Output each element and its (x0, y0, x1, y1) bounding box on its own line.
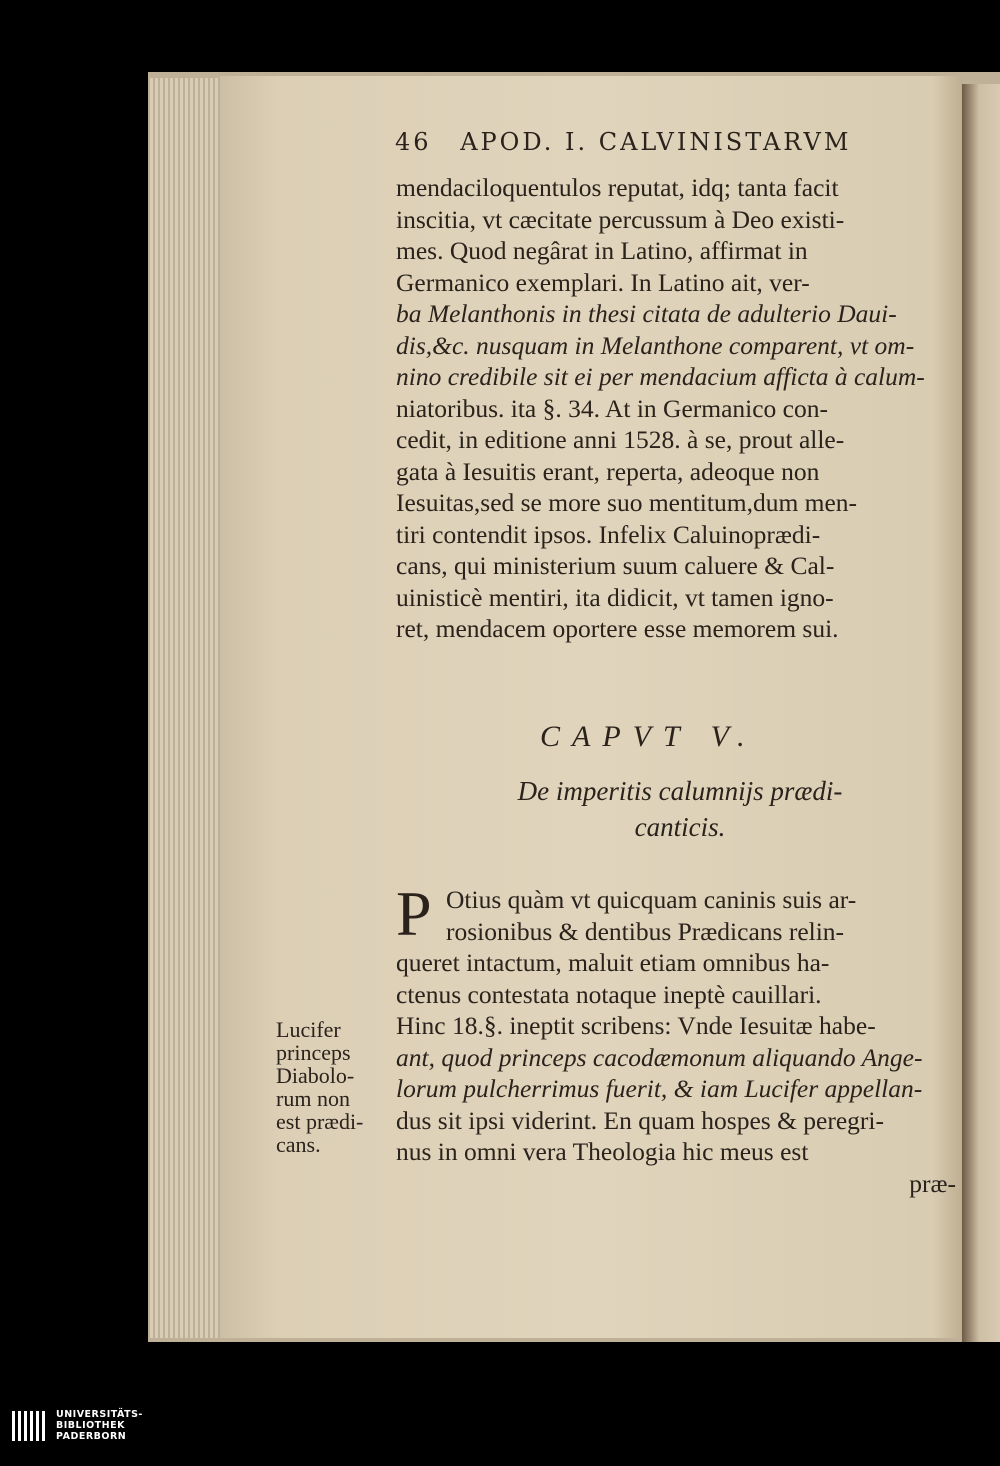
text-line: niatoribus. ita §. 34. At in Germanico con- (396, 393, 828, 423)
text-line: ctenus contestata notaque ineptè cauillari. (396, 979, 822, 1009)
chapter-subtitle-line-2: canticis. (634, 812, 726, 842)
marginal-note-line: cans. (276, 1132, 321, 1157)
marginal-note-line: rum non (276, 1086, 350, 1111)
running-header (395, 128, 955, 168)
marginal-note-line: Diabolo- (276, 1063, 355, 1088)
text-line: ret, mendacem oportere esse memorem sui. (396, 614, 839, 643)
text-line: Germanico exemplari. In Latino ait, ver- (396, 267, 810, 297)
text-line: gata à Iesuitis erant, reperta, adeoque non (396, 456, 820, 486)
drop-cap: P (396, 878, 432, 949)
section-text (396, 878, 956, 1168)
text-line: Otius quàm vt quicquam caninis suis ar- (446, 885, 857, 914)
text-line: cedit, in editione anni 1528. à se, prout alle- (396, 425, 845, 454)
text-line: mes. Quod negârat in Latino, affirmat in (396, 236, 808, 265)
text-line: dus sit ipsi viderint. En quam hospes & peregri- (396, 1105, 884, 1135)
marginal-note-line: princeps (276, 1040, 351, 1065)
chapter-subtitle-line-1: De imperitis calumnijs prædi- (517, 776, 843, 806)
text-line: rosionibus & dentibus Prædicans relin- (446, 916, 845, 946)
text-line: Hinc 18.§. ineptit scribens: Vnde Iesuitæ habe- (396, 1011, 876, 1040)
marginal-note-line: est prædi- (276, 1109, 364, 1134)
body-text (396, 172, 956, 645)
page-number: 46 (395, 128, 432, 156)
text-line: inscitia, vt cæcitate percussum à Deo existi- (396, 204, 845, 234)
library-logo (0, 1405, 200, 1465)
text-line: tiri contendit ipsos. Infelix Caluinoprædi- (396, 519, 821, 549)
text-line: lorum pulcherrimus fuerit, & iam Lucifer appellan- (396, 1074, 923, 1103)
text-line: mendaciloquentulos reputat, idq; tanta facit (396, 173, 839, 202)
logo-line: BIBLIOTHEK (56, 1420, 125, 1431)
logo-line: PADERBORN (56, 1431, 127, 1442)
running-title: APOD. I. CALVINISTARVM (460, 128, 852, 156)
marginal-note (276, 1018, 386, 1156)
text-line: uinisticè mentiri, ita didicit, vt tamen igno- (396, 582, 834, 612)
facing-page-edge (962, 84, 1000, 1342)
text-line: queret intactum, maluit etiam omnibus ha- (396, 948, 830, 977)
chapter-heading: CAPVT V. (540, 720, 757, 753)
text-line: Iesuitas,sed se more suo mentitum,dum men- (396, 488, 858, 517)
text-line: cans, qui ministerium suum caluere & Cal- (396, 551, 835, 580)
logo-line: UNIVERSITÄTS- (56, 1409, 143, 1420)
library-logo-mark-icon (12, 1411, 46, 1441)
text-line: dis,&c. nusquam in Melanthone comparent, vt om- (396, 330, 915, 360)
text-line: ba Melanthonis in thesi citata de adulterio Daui- (396, 299, 897, 328)
page-edges (150, 78, 220, 1338)
text-line: nino credibile sit ei per mendacium afficta à calum- (396, 362, 925, 391)
text-line: nus in omni vera Theologia hic meus est (396, 1137, 809, 1166)
marginal-note-line: Lucifer (276, 1017, 341, 1042)
text-line: ant, quod princeps cacodæmonum aliquando Ange- (396, 1042, 923, 1072)
catchword: præ- (909, 1169, 956, 1198)
